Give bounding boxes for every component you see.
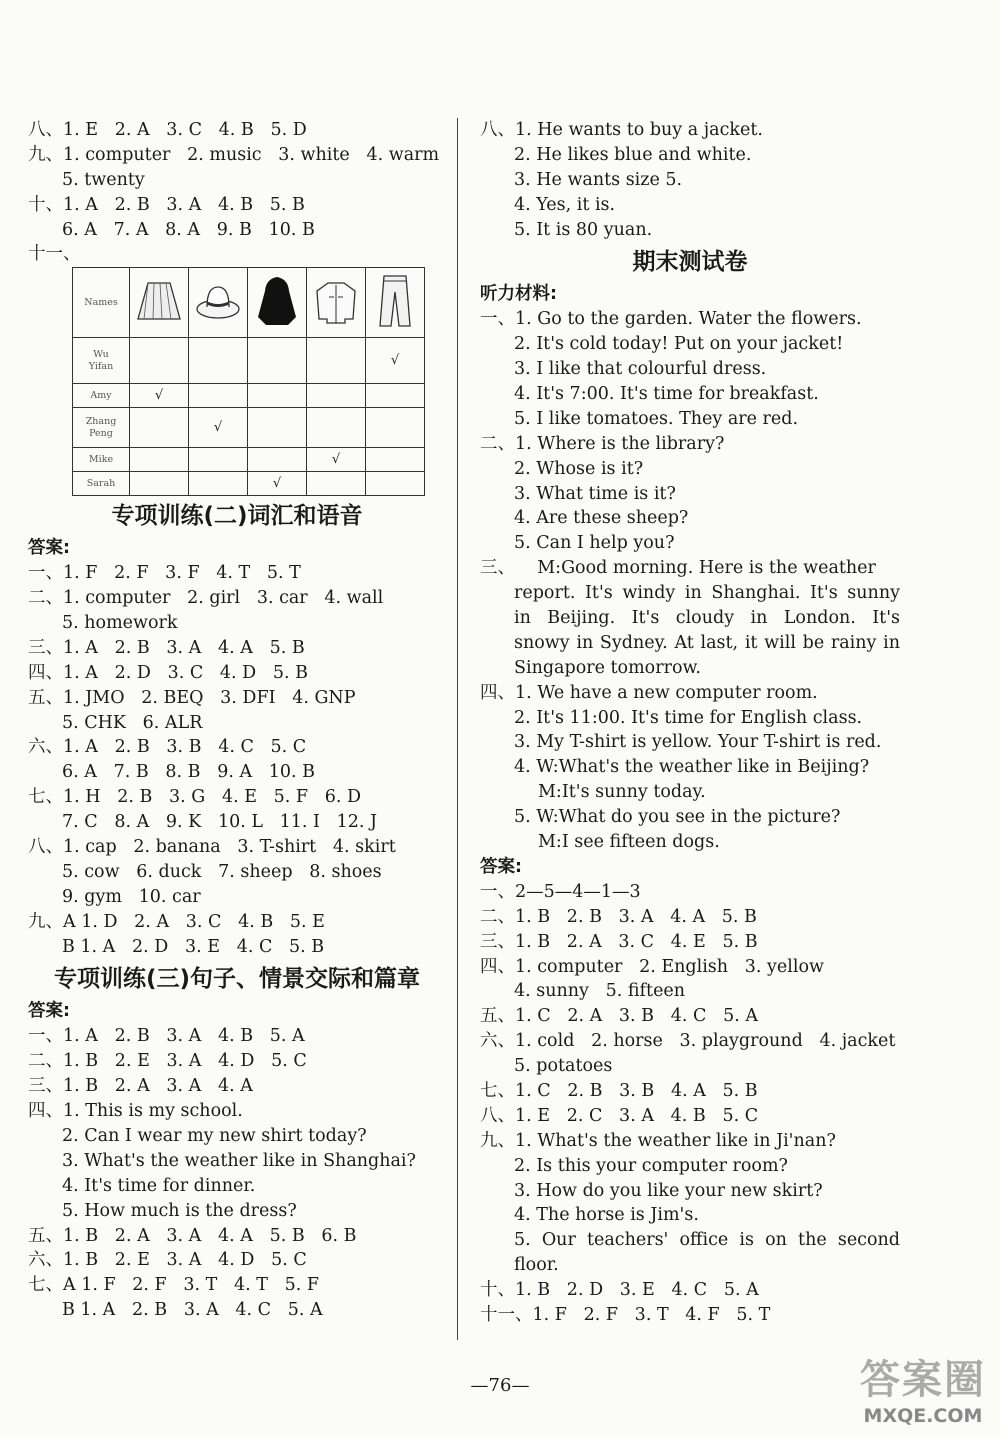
answer-line: floor. [514,1255,559,1276]
section-title: 专项训练(三)句子、情景交际和篇章 [53,966,421,993]
answer-line: 5. potatoes [514,1056,613,1077]
check-cell [248,448,307,472]
answer-line: B 1. A 2. B 3. A 4. C 5. A [62,1300,323,1321]
listening-line: 5. I like tomatoes. They are red. [514,408,799,429]
check-mark: √ [366,338,425,384]
answer-line: 4. sunny 5. fifteen [514,981,686,1002]
answer-line: 四、1. This is my school. [28,1101,243,1122]
listening-line: M:I see fifteen dogs. [538,832,720,853]
answer-line: 四、1. computer 2. English 3. yellow [480,956,824,977]
names-header: Names [73,268,130,338]
check-cell [307,408,366,448]
listening-line: M:It's sunny today. [538,782,706,803]
answer-line: 十、1. A 2. B 3. A 4. B 5. B [28,194,305,215]
check-cell [189,384,248,408]
listening-line: 4. Are these sheep? [514,508,689,529]
listening-line: 3. I like that colourful dress. [514,359,767,380]
answer-line: 九、1. What's the weather like in Ji'nan? [480,1130,836,1151]
left-column [28,118,446,1323]
check-cell [248,408,307,448]
answer-line: 八、1. cap 2. banana 3. T-shirt 4. skirt [28,837,396,858]
hat-icon [189,268,248,338]
name-cell: Mike [73,448,130,472]
watermark-brand: 答案圈 [860,1357,986,1403]
answer-line: 二、1. computer 2. girl 3. car 4. wall [28,588,384,609]
answer-line: 五、1. B 2. A 3. A 4. A 5. B 6. B [28,1225,357,1246]
answer-line: 4. Yes, it is. [514,194,616,215]
check-mark: √ [189,408,248,448]
answer-line: 5. How much is the dress? [62,1200,297,1221]
listening-line: Singapore tomorrow. [514,657,701,678]
check-cell [189,338,248,384]
answer-line: 七、A 1. F 2. F 3. T 4. T 5. F [28,1275,320,1296]
answer-line: 5. CHK 6. ALR [62,712,203,733]
answer-line: 4. The horse is Jim's. [514,1205,699,1226]
check-cell [248,338,307,384]
check-mark: √ [248,472,307,496]
coat-icon [248,268,307,338]
listening-line: 四、1. We have a new computer room. [480,682,818,703]
page-number: —76— [470,1375,530,1396]
watermark-site: MXQE.COM [863,1405,983,1427]
answer-line: 十一、1. F 2. F 3. T 4. F 5. T [480,1304,771,1325]
answer-line: 十、1. B 2. D 3. E 4. C 5. A [480,1280,759,1301]
listening-line: 5. Can I help you? [514,533,675,554]
listening-line: in Beijing. It's cloudy in London. It's [514,608,900,629]
clothes-table [72,267,425,496]
check-cell [130,472,189,496]
answer-line: 3. He wants size 5. [514,169,683,190]
answer-line: 5. Our teachers' office is on the second [514,1230,900,1251]
answer-line: 六、1. A 2. B 3. B 4. C 5. C [28,737,307,758]
listening-line: report. It's windy in Shanghai. It's sunny [514,583,900,604]
answer-line: 3. What's the weather like in Shanghai? [62,1150,416,1171]
watermark-logo [860,1348,986,1427]
listening-line: 2. Whose is it? [514,458,644,479]
answer-line: 2. He likes blue and white. [514,144,752,165]
answer-line: 3. How do you like your new skirt? [514,1180,823,1201]
listening-line: 三、 M:Good morning. Here is the weather [480,558,876,579]
listening-line: snowy in Sydney. At last, it will be rainy in [514,632,900,653]
jacket-icon [307,268,366,338]
answer-line: 2. Can I wear my new shirt today? [62,1125,367,1146]
name-cell: Zhang Peng [73,408,130,448]
check-cell [189,472,248,496]
listening-line: 3. My T-shirt is yellow. Your T-shirt is red. [514,732,882,753]
answer-line: 5. homework [62,613,178,634]
check-cell [130,448,189,472]
answer-line: 一、1. F 2. F 3. F 4. T 5. T [28,563,301,584]
name-cell: Sarah [73,472,130,496]
answer-line: 六、1. B 2. E 3. A 4. D 5. C [28,1250,307,1271]
name-cell: Amy [73,384,130,408]
check-mark: √ [130,384,189,408]
answer-line: 七、1. H 2. B 3. G 4. E 5. F 6. D [28,787,362,808]
check-cell [189,448,248,472]
exam-title: 期末测试卷 [632,249,748,276]
answer-line: 7. C 8. A 9. K 10. L 11. I 12. J [62,812,378,833]
check-cell [307,338,366,384]
listening-line: 3. What time is it? [514,483,676,504]
listening-line: 5. W:What do you see in the picture? [514,807,841,828]
answer-line: 4. It's time for dinner. [62,1175,256,1196]
answer-label: 答案: [28,1001,70,1022]
right-column [480,118,900,1328]
answer-line: 七、1. C 2. B 3. B 4. A 5. B [480,1080,758,1101]
answer-line: B 1. A 2. D 3. E 4. C 5. B [62,936,325,957]
listening-line: 一、1. Go to the garden. Water the flowers. [480,309,862,330]
answer-line: 二、1. B 2. E 3. A 4. D 5. C [28,1051,307,1072]
answer-line: 三、1. B 2. A 3. C 4. E 5. B [480,931,758,952]
skirt-icon [130,268,189,338]
listening-line: 二、1. Where is the library? [480,433,725,454]
answer-line: 九、A 1. D 2. A 3. C 4. B 5. E [28,911,325,932]
answer-line: 二、1. B 2. B 3. A 4. A 5. B [480,906,757,927]
answer-line: 一、2—5—4—1—3 [480,881,641,902]
check-cell [366,408,425,448]
name-cell: Wu Yifan [73,338,130,384]
check-cell [130,408,189,448]
answer-label: 答案: [480,856,522,877]
answer-line: 一、1. A 2. B 3. A 4. B 5. A [28,1026,305,1047]
check-cell [130,338,189,384]
answer-line: 八、1. He wants to buy a jacket. [480,120,763,140]
answer-line: 6. A 7. A 8. A 9. B 10. B [62,219,315,240]
answer-line: 六、1. cold 2. horse 3. playground 4. jacket [480,1031,896,1052]
answer-line: 6. A 7. B 8. B 9. A 10. B [62,762,316,783]
answer-line: 9. gym 10. car [62,886,201,907]
listening-line: 4. It's 7:00. It's time for breakfast. [514,384,819,405]
check-cell [307,384,366,408]
check-cell [366,384,425,408]
answer-line: 2. Is this your computer room? [514,1155,788,1176]
pants-icon [366,268,425,338]
listening-line: 2. It's cold today! Put on your jacket! [514,334,844,355]
check-cell [366,448,425,472]
answer-line: 四、1. A 2. D 3. C 4. D 5. B [28,662,308,683]
listening-line: 2. It's 11:00. It's time for English class. [514,707,863,728]
answer-line: 5. cow 6. duck 7. sheep 8. shoes [62,861,382,882]
check-mark: √ [307,448,366,472]
answer-line: 三、1. A 2. B 3. A 4. A 5. B [28,637,305,658]
listening-label: 听力材料: [480,284,557,305]
section-title: 专项训练(二)词汇和语音 [111,503,363,530]
answer-line: 5. twenty [62,169,145,190]
answer-line: 5. It is 80 yuan. [514,219,653,240]
check-cell [307,472,366,496]
answer-line: 十一、 [28,244,81,265]
answer-line: 九、1. computer 2. music 3. white 4. warm [28,144,440,165]
listening-line: 4. W:What's the weather like in Beijing? [514,757,870,778]
check-cell [248,384,307,408]
column-divider [457,118,458,1340]
answer-line: 五、1. C 2. A 3. B 4. C 5. A [480,1006,758,1027]
answer-line: 五、1. JMO 2. BEQ 3. DFI 4. GNP [28,687,356,708]
answer-line: 八、1. E 2. C 3. A 4. B 5. C [480,1105,759,1126]
answer-line: 三、1. B 2. A 3. A 4. A [28,1076,253,1097]
answer-label: 答案: [28,538,70,559]
check-cell [366,472,425,496]
answer-line: 八、1. E 2. A 3. C 4. B 5. D [28,120,307,140]
